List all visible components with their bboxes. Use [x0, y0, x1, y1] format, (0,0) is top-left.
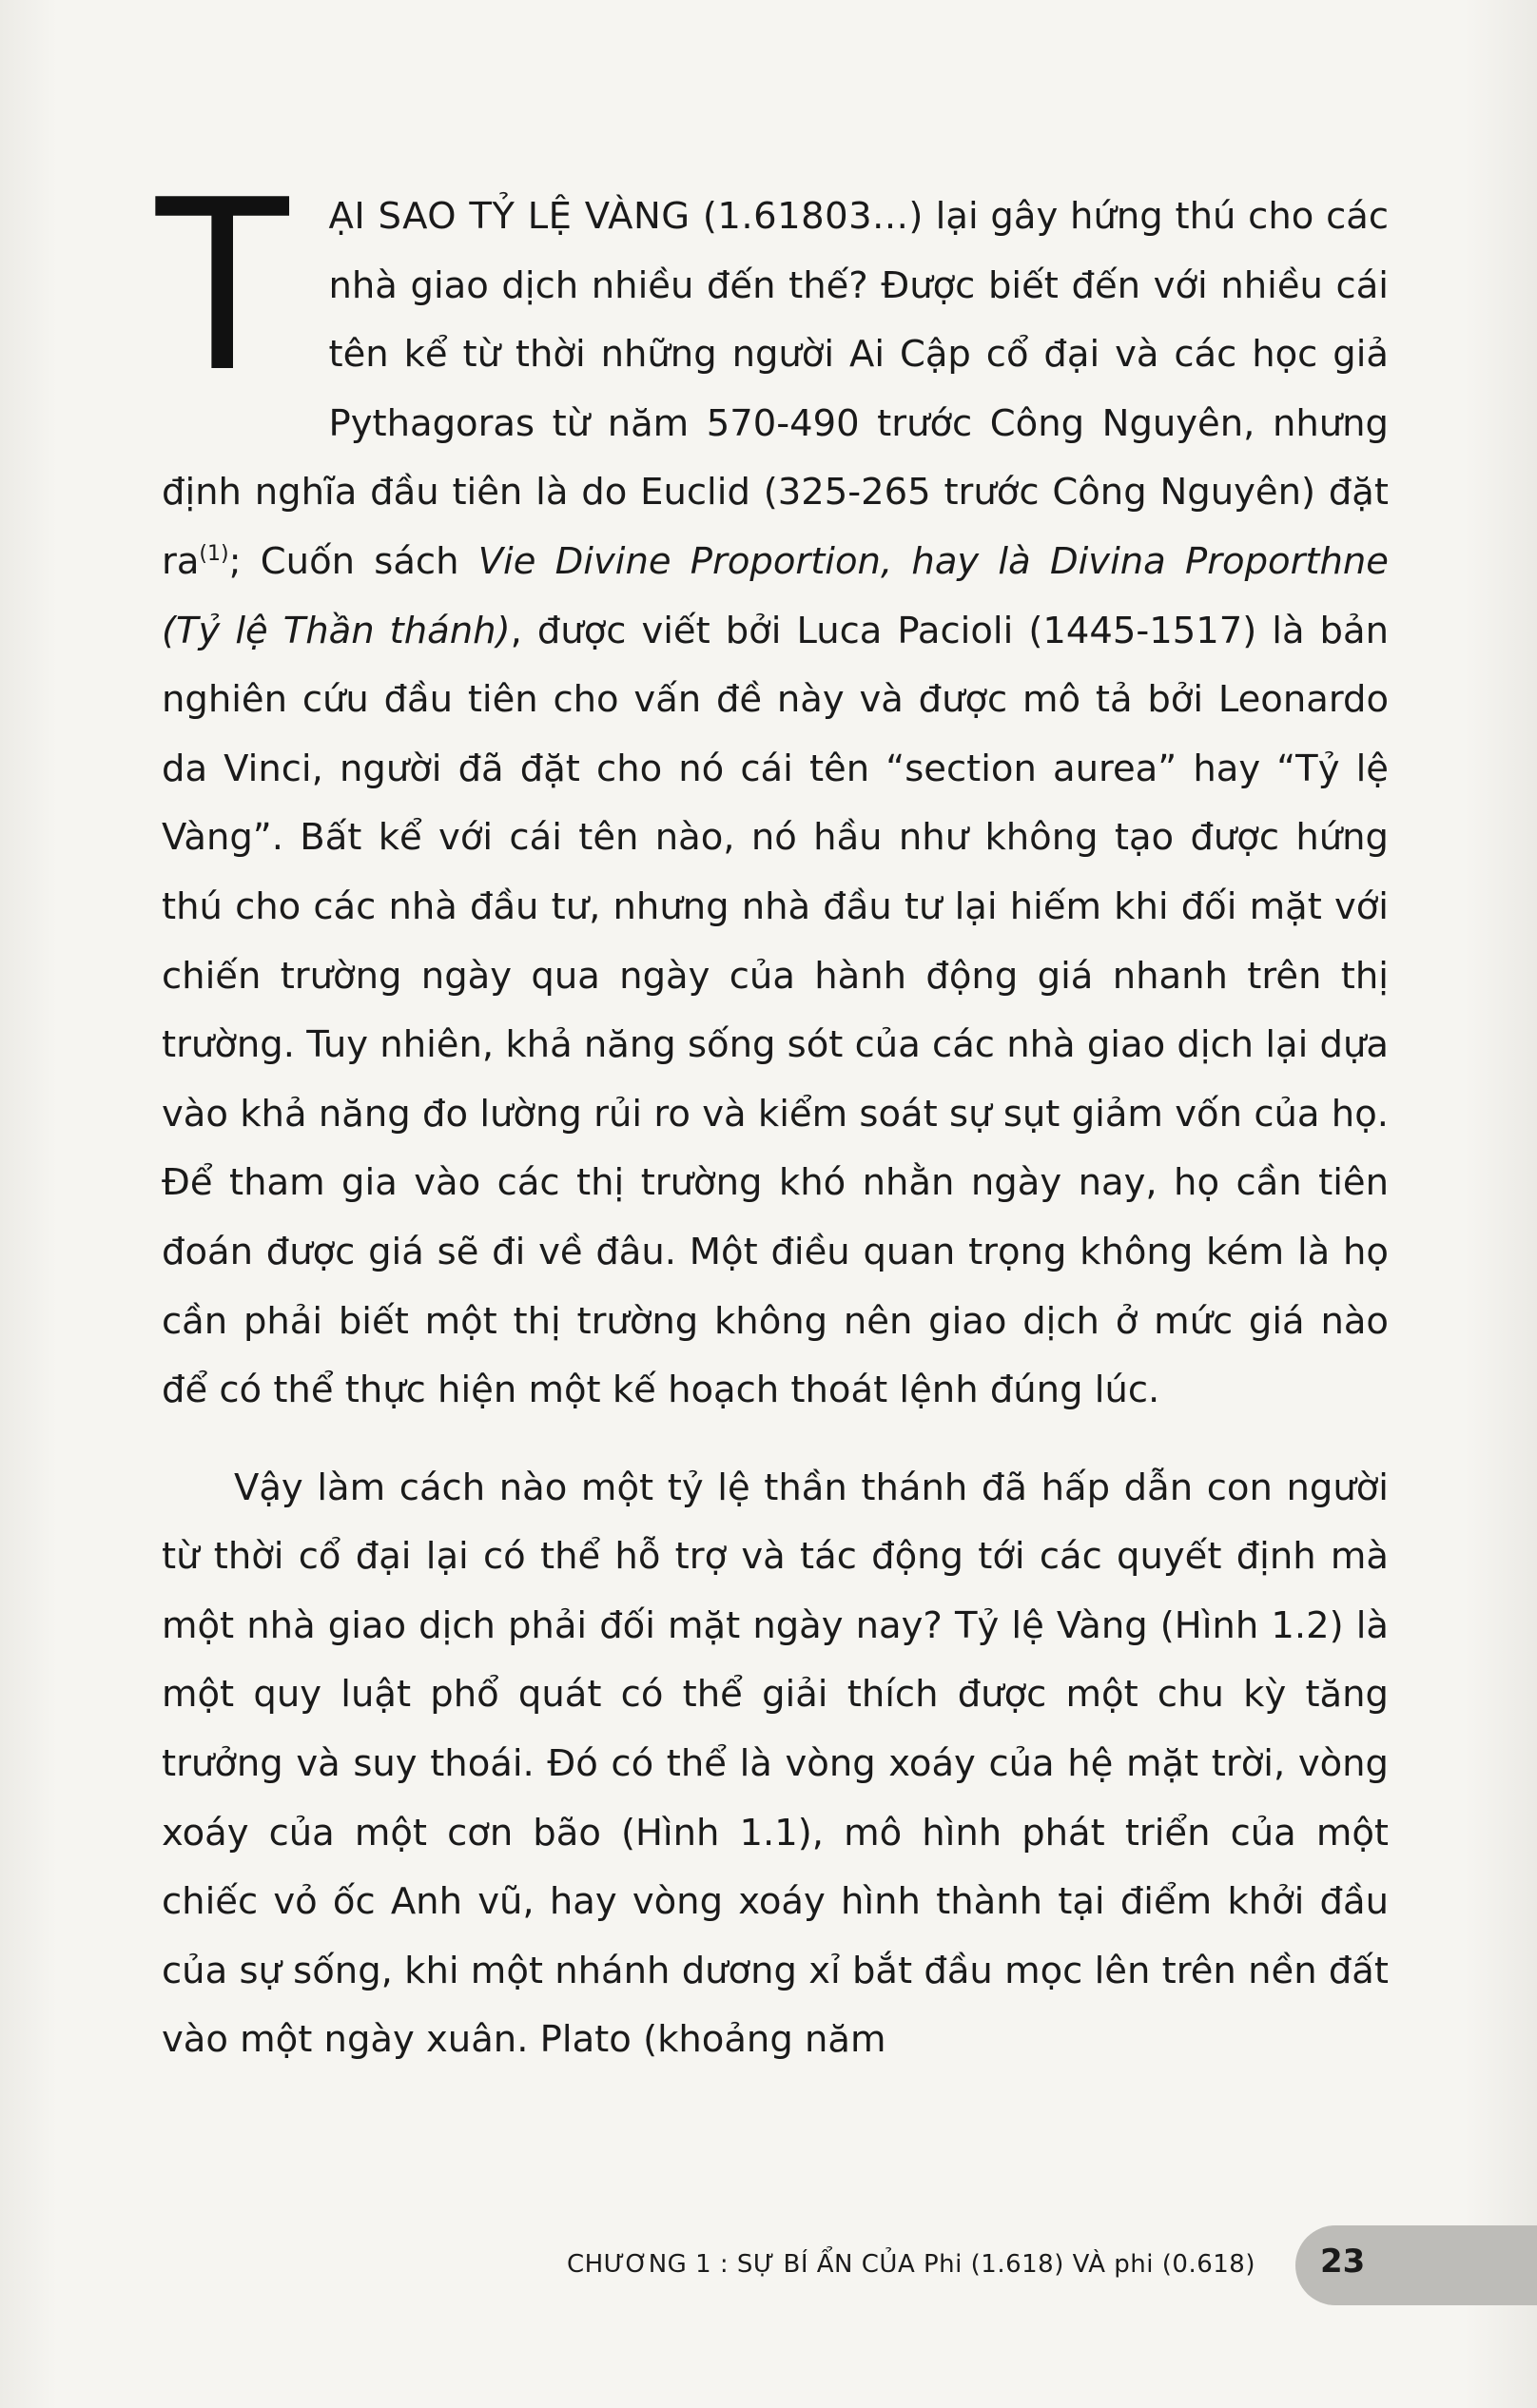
running-footer-chapter: CHƯƠNG 1 : SỰ BÍ ẨN CỦA Phi (1.618) VÀ phi (0.618)	[566, 2250, 1255, 2279]
paragraph-1-lead-caps: ẠI SAO TỶ LỆ VÀNG (1.61803...)	[328, 195, 924, 238]
paragraph-1-text-b: ; Cuốn sách	[228, 539, 478, 583]
paragraph-1-text-a: lại gây hứng thú cho các nhà giao dịch nhiều đến thế? Được biết đến với nhiều cái tên kể từ thời những người Ai Cập cổ đại và các học giả Pythagoras từ năm 570-490 trước Công Nguyên, nhưng định nghĩa đầu tiên là do Euclid (325-265 trước Công Nguyên) đặt ra	[162, 195, 1389, 583]
body-text	[156, 150, 1389, 2075]
paragraph-1	[162, 183, 1389, 1426]
footnote-marker: (1)	[199, 541, 229, 566]
paragraph-2: Vậy làm cách nào một tỷ lệ thần thánh đã hấp dẫn con người từ thời cổ đại lại có thể hỗ trợ và tác động tới các quyết định mà một nhà giao dịch phải đối mặt ngày nay? Tỷ lệ Vàng (Hình 1.2) là một quy luật phổ quát có thể giải thích được một chu kỳ tăng trưởng và suy thoái. Đó có thể là vòng xoáy của hệ mặt trời, vòng xoáy của một cơn bão (Hình 1.1), mô hình phát triển của một chiếc vỏ ốc Anh vũ, hay vòng xoáy hình thành tại điểm khởi đầu của sự sống, khi một nhánh dương xỉ bắt đầu mọc lên trên nền đất vào một ngày xuân. Plato (khoảng năm	[162, 1466, 1389, 2062]
page-footer	[0, 2225, 1537, 2311]
book-title-italic: Vie Divine Proportion, hay là Divina Proporthne (Tỷ lệ Thần thánh)	[162, 539, 1389, 652]
page-number: 23	[1320, 2243, 1366, 2281]
drop-cap: T	[156, 150, 289, 424]
paragraph-1-text-c: , được viết bởi Luca Pacioli (1445-1517) là bản nghiên cứu đầu tiên cho vấn đề này và được mô tả bởi Leonardo da Vinci, người đã đặt cho nó cái tên “section aurea” hay “Tỷ lệ Vàng”. Bất kể với cái tên nào, nó hầu như không tạo được hứng thú cho các nhà đầu tư, nhưng nhà đầu tư lại hiếm khi đối mặt với chiến trường ngày qua ngày của hành động giá nhanh trên thị trường. Tuy nhiên, khả năng sống sót của các nhà giao dịch lại dựa vào khả năng đo lường rủi ro và kiểm soát sự sụt giảm vốn của họ. Để tham gia vào các thị trường khó nhằn ngày nay, họ cần tiên đoán được giá sẽ đi về đâu. Một điều quan trọng không kém là họ cần phải biết một thị trường không nên giao dịch ở mức giá nào để có thể thực hiện một kế hoạch thoát lệnh đúng lúc.	[162, 609, 1389, 1412]
